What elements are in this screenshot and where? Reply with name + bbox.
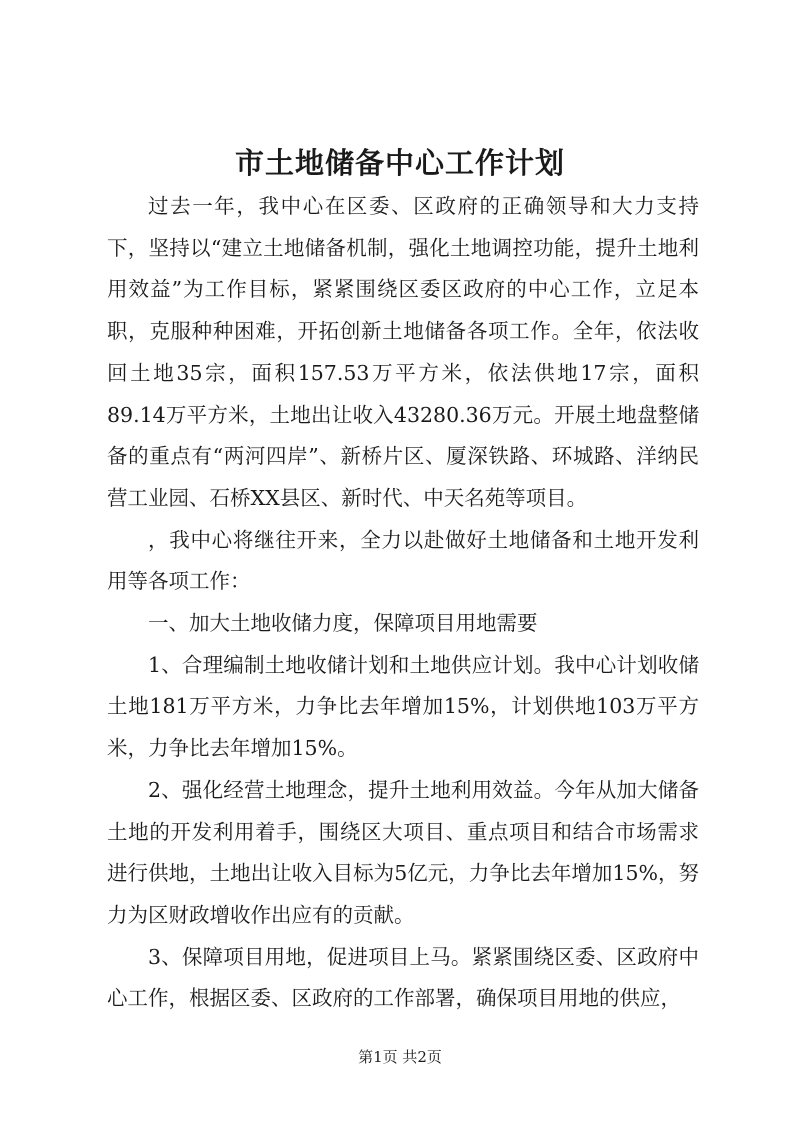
document-title: 市土地储备中心工作计划 (234, 146, 565, 180)
paragraph-item-3: 3、保障项目用地，促进项目上马。紧紧围绕区委、区政府中心工作，根据区委、区政府的工作部署，确保项目用地的供应， (107, 944, 699, 1011)
paragraph-item-2: 2、强化经营土地理念，提升土地利用效益。今年从加大储备土地的开发利用着手，围绕区大项目、重点项目和结合市场需求进行供地，土地出让收入目标为5亿元，力争比去年增加15%，努力为区财政增收作出应有的贡献。 (107, 777, 699, 927)
section-heading-1: 一、加大土地收储力度，保障项目用地需要 (148, 611, 538, 636)
paragraph-review: 过去一年，我中心在区委、区政府的正确领导和大力支持下，坚持以“建立土地储备机制，强化土地调控功能，提升土地利用效益”为工作目标，紧紧围绕区委区政府的中心工作，立足本职，克服种种困难，开拓创新土地储备各项工作。全年，依法收回土地35宗，面积157.53万平方米，依法供地17宗，面积89.14万平方米，土地出让收入43280.36万元。开展土地盘整储备的重点有“两河四岸”、新桥片区、厦深铁路、环城路、洋纳民营工业园、石桥XX县区、新时代、中天名苑等项目。 (107, 194, 699, 510)
document-body (107, 186, 699, 1020)
page-number-footer: 第1页 共2页 (358, 1048, 442, 1066)
paragraph-intro: ，我中心将继往开来，全力以赴做好土地储备和土地开发利用等各项工作： (107, 527, 699, 594)
paragraph-item-1: 1、合理编制土地收储计划和土地供应计划。我中心计划收储土地181万平方米，力争比去年增加15%，计划供地103万平方米，力争比去年增加15%。 (107, 652, 699, 761)
